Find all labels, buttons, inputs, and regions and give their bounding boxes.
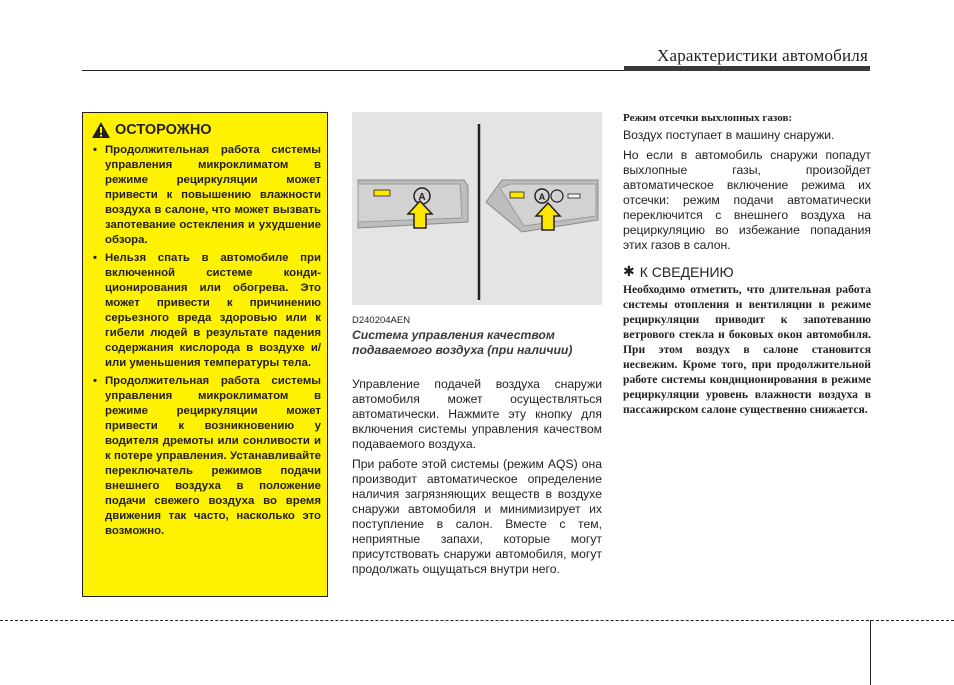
note-title-row [623, 263, 734, 280]
note-title: К СВЕДЕНИЮ [639, 263, 734, 280]
warning-title-row [91, 121, 321, 139]
warning-box [82, 112, 328, 597]
aqs-illustration-svg [352, 112, 602, 305]
aqs-button-left [358, 180, 468, 228]
page-header-title: Характеристики автомобиля [657, 46, 868, 65]
middle-paragraph: Управление подачей воздуха снаружи автомобиля может осуществляться автоматически. Нажмите эту кнопку для включения системы управления качеством подаваемого воздуха. [352, 377, 602, 451]
middle-column-text [352, 377, 602, 582]
figure-code: D240204AEN [352, 315, 411, 326]
footer-dashed-rule [0, 620, 954, 621]
svg-text:A: A [418, 192, 426, 203]
warning-triangle-icon [91, 121, 111, 139]
warning-title: ОСТОРОЖНО [115, 122, 212, 138]
svg-text:A: A [538, 192, 546, 202]
right-paragraph: Воздух поступает в машину снаружи. [623, 128, 835, 142]
figure-caption: Система управления качеством подаваемого воздуха (при наличии) [352, 328, 573, 357]
middle-paragraph: При работе этой системы (режим AQS) она производит автоматическое определение наличия загрязняющих веществ в воздухе снаружи автомобиля и минимизирует их поступление в салон. Вместе с тем, неприятные запахи, которые могут присутствовать снаружи автомобиля, могут продолжать ощущаться внутри него. [352, 457, 602, 576]
warning-item: • Продолжительная работа системы управления микроклиматом в режиме рециркуляции может привести к повышению влажности воздуха в салоне, что может вызвать запотевание остекления и ухудшение обзора. [91, 143, 321, 248]
section-heading: Режим отсечки выхлопных газов: [623, 112, 793, 124]
footer-divider [870, 620, 871, 685]
header-rule-accent [624, 66, 870, 71]
aqs-button-right [486, 180, 598, 232]
right-column-text [623, 128, 871, 258]
right-paragraph: Но если в автомобиль снаружи попадут выхлопные газы, произойдет автоматическое включение режима их отсечки: режим подачи автоматически переключится с внешнего воздуха на рециркуляцию во избежание попадания этих газов в салон. [623, 148, 871, 252]
warning-item: • Продолжительная работа системы управления микроклиматом в режиме рециркуляции может привести к возникновению у водителя дремоты или сонливости и к потере управления. Устанавливайте переключатель режимов подачи внешнего воздуха в положение подачи свежего воздуха во время движения так часто, насколько это возможно. [91, 374, 321, 539]
note-body: Необходимо отметить, что длительная работа системы отопления и вентиляции в режиме рециркуляции приводит к запотеванию ветрового стекла и боковых окон автомобиля. При этом воздух в салоне становится несвежим. Кроме того, при продолжительной работе системы кондиционирования в режиме рециркуляции уровень влажности воздуха в пассажирском салоне существенно снижается. [623, 283, 871, 416]
warning-list [91, 143, 321, 539]
warning-item: • Нельзя спать в автомобиле при включенной системе конди-ционирования или обогрева. Это может привести к причинению серьезного вреда здоровью или к гибели людей в результате падения содержания кислорода в воздухе и/или уменьшения температуры тела. [91, 251, 321, 371]
asterisk-icon: ✱ [623, 263, 635, 279]
aqs-button-illustration [352, 112, 602, 305]
